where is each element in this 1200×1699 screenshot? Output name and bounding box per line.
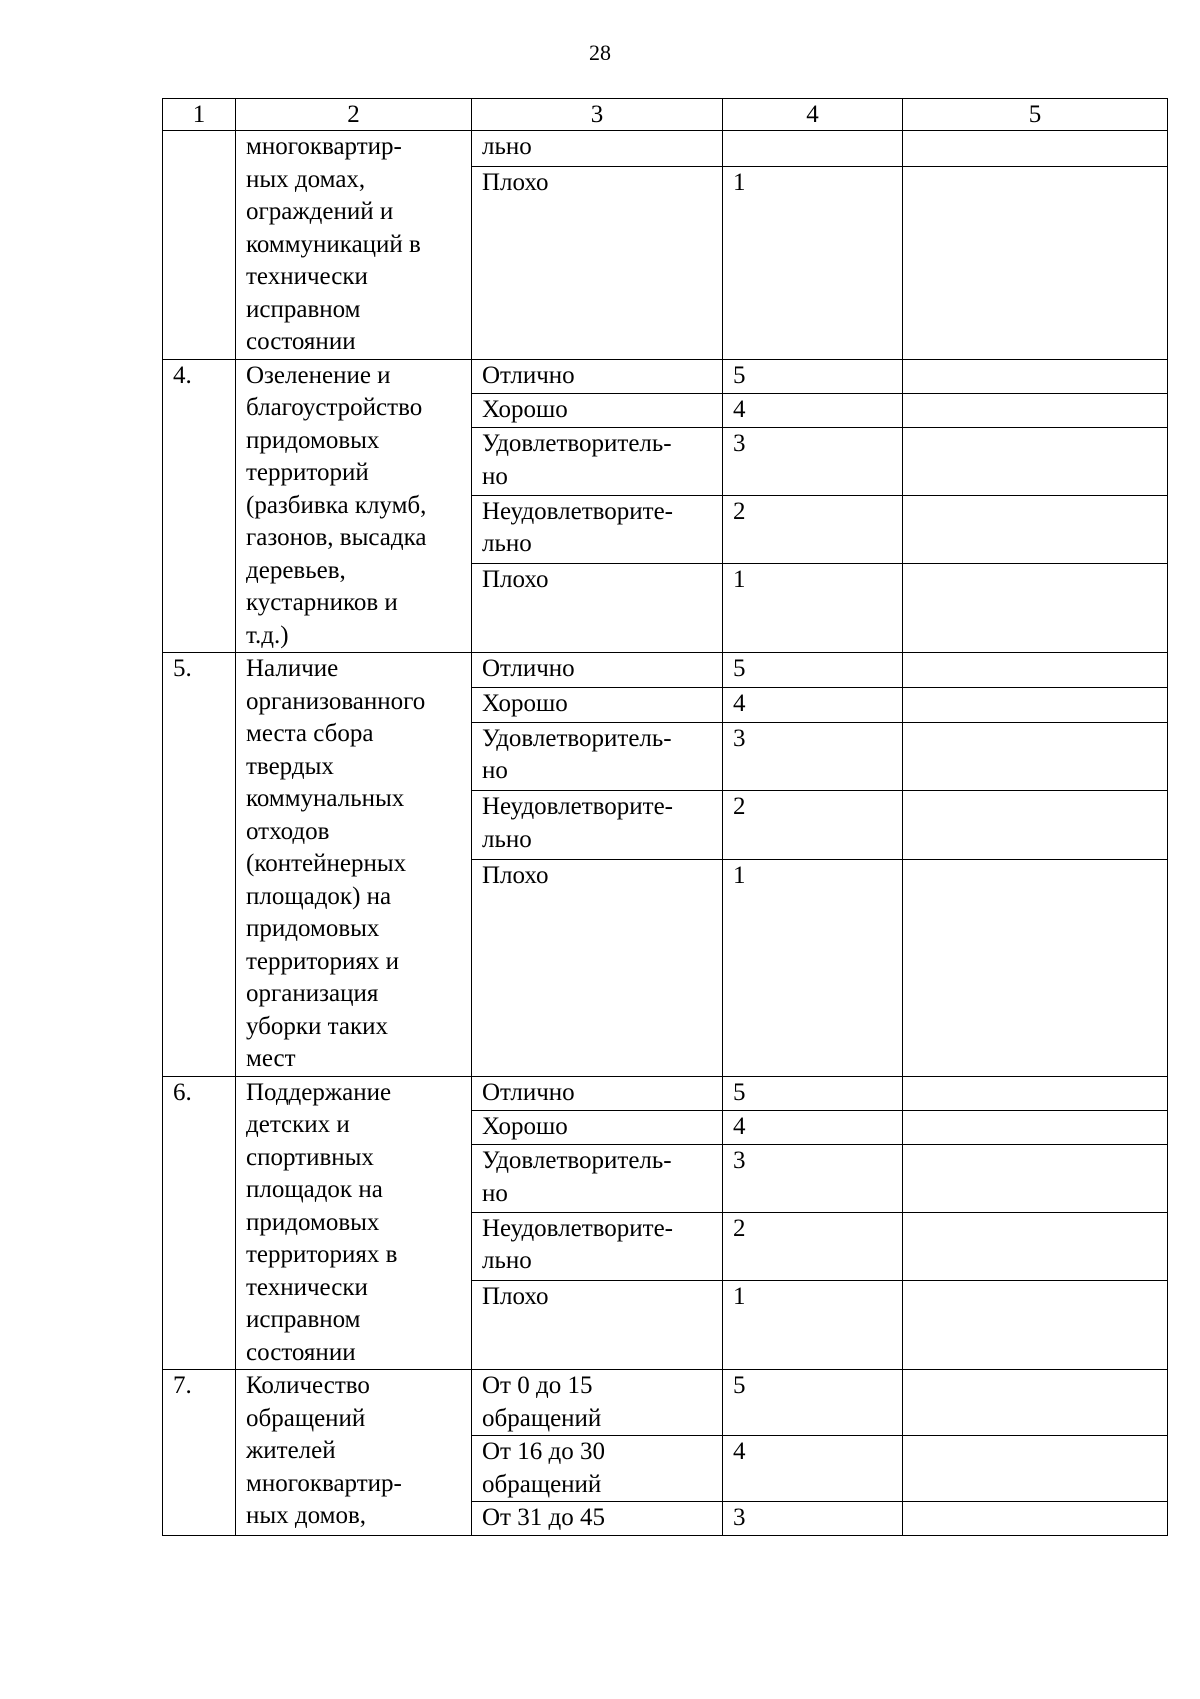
notes-cell (903, 1280, 1168, 1369)
header-col-4: 4 (723, 99, 903, 131)
header-col-3: 3 (472, 99, 723, 131)
rating-score: 5 (723, 1076, 903, 1110)
rating-label: Хорошо (472, 1110, 723, 1144)
rating-score: 3 (723, 722, 903, 791)
rating-label: Удовлетворитель- но (472, 1145, 723, 1213)
notes-cell (903, 1110, 1168, 1144)
criterion-number: 7. (163, 1370, 236, 1536)
rating-score: 5 (723, 1370, 903, 1436)
rating-score: 2 (723, 495, 903, 563)
table-row (163, 1370, 1168, 1436)
notes-cell (903, 563, 1168, 652)
evaluation-table (162, 98, 1168, 1536)
notes-cell (903, 359, 1168, 393)
header-col-1: 1 (163, 99, 236, 131)
rating-label: Плохо (472, 1280, 723, 1369)
page-number: 28 (589, 40, 611, 65)
rating-label: Неудовлетворите- льно (472, 1212, 723, 1280)
rating-score: 4 (723, 393, 903, 427)
header-row (163, 99, 1168, 131)
rating-score: 2 (723, 791, 903, 860)
rating-label: От 0 до 15 обращений (472, 1370, 723, 1436)
criterion-number: 5. (163, 653, 236, 1077)
rating-label: Хорошо (472, 687, 723, 722)
rating-score: 4 (723, 687, 903, 722)
rating-score (723, 131, 903, 167)
criterion-number: 4. (163, 359, 236, 653)
rating-score: 2 (723, 1212, 903, 1280)
rating-label: Плохо (472, 563, 723, 652)
notes-cell (903, 1502, 1168, 1536)
criterion-description: Наличие организованного места сбора твердых коммунальных отходов (контейнерных площадок) на придомовых территориях и организация уборки таких мест (236, 653, 472, 1077)
rating-label: Неудовлетворите- льно (472, 791, 723, 860)
rating-label: Отлично (472, 359, 723, 393)
rating-score: 3 (723, 1502, 903, 1536)
table-row (163, 653, 1168, 688)
rating-score: 5 (723, 359, 903, 393)
table-row (163, 131, 1168, 167)
rating-label: От 31 до 45 (472, 1502, 723, 1536)
rating-label: Неудовлетворите- льно (472, 495, 723, 563)
criterion-number (163, 131, 236, 360)
rating-score: 1 (723, 1280, 903, 1369)
rating-label: Отлично (472, 653, 723, 688)
table-row (163, 359, 1168, 393)
rating-label: Хорошо (472, 393, 723, 427)
rating-label: Плохо (472, 167, 723, 359)
table-header (163, 99, 1168, 131)
notes-cell (903, 428, 1168, 496)
table-body (163, 131, 1168, 1536)
rating-label: льно (472, 131, 723, 167)
rating-score: 3 (723, 428, 903, 496)
notes-cell (903, 687, 1168, 722)
notes-cell (903, 1212, 1168, 1280)
rating-score: 1 (723, 167, 903, 359)
notes-cell (903, 393, 1168, 427)
table-row (163, 1076, 1168, 1110)
rating-label: Плохо (472, 860, 723, 1076)
notes-cell (903, 860, 1168, 1076)
criterion-number: 6. (163, 1076, 236, 1370)
rating-score: 4 (723, 1110, 903, 1144)
rating-label: Отлично (472, 1076, 723, 1110)
rating-score: 1 (723, 563, 903, 652)
rating-score: 5 (723, 653, 903, 688)
header-col-2: 2 (236, 99, 472, 131)
notes-cell (903, 1145, 1168, 1213)
rating-label: От 16 до 30 обращений (472, 1436, 723, 1502)
notes-cell (903, 1370, 1168, 1436)
notes-cell (903, 1436, 1168, 1502)
notes-cell (903, 131, 1168, 167)
notes-cell (903, 722, 1168, 791)
notes-cell (903, 653, 1168, 688)
rating-score: 1 (723, 860, 903, 1076)
criterion-description: многоквартир- ных домах, ограждений и коммуникаций в технически исправном состоянии (236, 131, 472, 360)
rating-score: 3 (723, 1145, 903, 1213)
rating-score: 4 (723, 1436, 903, 1502)
notes-cell (903, 1076, 1168, 1110)
notes-cell (903, 167, 1168, 359)
criterion-description: Озеленение и благоустройство придомовых территорий (разбивка клумб, газонов, высадка деревьев, кустарников и т.д.) (236, 359, 472, 653)
rating-label: Удовлетворитель- но (472, 428, 723, 496)
notes-cell (903, 495, 1168, 563)
notes-cell (903, 791, 1168, 860)
criterion-description: Поддержание детских и спортивных площадок на придомовых территориях в технически исправном состоянии (236, 1076, 472, 1370)
criterion-description: Количество обращений жителей многоквартир- ных домов, (236, 1370, 472, 1536)
header-col-5: 5 (903, 99, 1168, 131)
rating-label: Удовлетворитель- но (472, 722, 723, 791)
